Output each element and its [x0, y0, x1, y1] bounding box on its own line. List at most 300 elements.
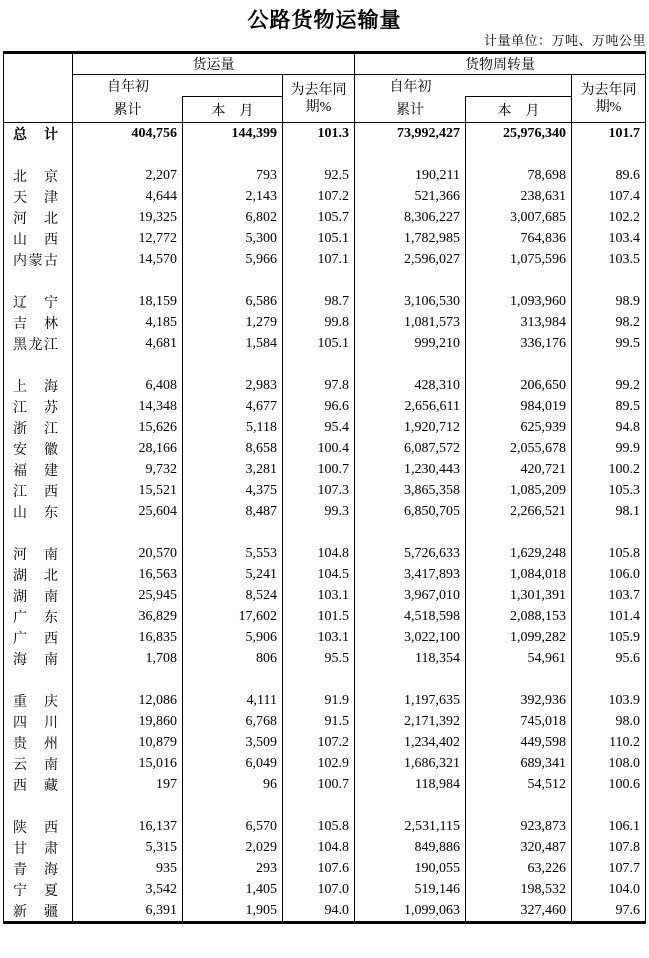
- table-row: [4, 334, 646, 355]
- value-cell: 1,920,712: [355, 418, 466, 439]
- value-cell: [183, 670, 283, 691]
- value-cell: 5,315: [73, 838, 183, 859]
- value-cell: 25,945: [73, 586, 183, 607]
- page-title: 公路货物运输量: [247, 8, 402, 32]
- value-cell: 2,983: [183, 376, 283, 397]
- value-cell: 6,850,705: [355, 502, 466, 523]
- value-cell: 1,405: [183, 880, 283, 901]
- value-cell: 3,281: [183, 460, 283, 481]
- value-cell: 100.7: [283, 460, 355, 481]
- region-cell: [4, 145, 73, 166]
- value-cell: 102.9: [283, 754, 355, 775]
- value-cell: 98.2: [615, 315, 641, 330]
- value-cell: 293: [183, 859, 283, 880]
- value-cell: [355, 145, 466, 166]
- value-cell: 5,241: [183, 565, 283, 586]
- value-cell: 1,230,443: [355, 460, 466, 481]
- value-cell: 25,604: [73, 502, 183, 523]
- value-cell: 18,159: [73, 292, 183, 313]
- region-name: 广西: [13, 632, 58, 647]
- value-cell: 28,166: [73, 439, 183, 460]
- region-name: 山东: [13, 506, 58, 521]
- value-cell: 2,207: [73, 166, 183, 187]
- value-cell: 95.5: [283, 649, 355, 670]
- value-cell: 8,524: [183, 586, 283, 607]
- header-row-groups: [4, 53, 646, 75]
- region-cell: [4, 880, 73, 901]
- region-name: 重庆: [13, 695, 58, 710]
- value-cell: 6,586: [183, 292, 283, 313]
- region-cell: [4, 733, 73, 754]
- region-name: 江苏: [13, 401, 58, 416]
- region-cell: [4, 670, 73, 691]
- value-cell: 104.0: [608, 882, 641, 897]
- unit-note: 计量单位：万吨、万吨公里: [483, 33, 646, 48]
- value-cell: 105.7: [283, 208, 355, 229]
- table-row: [4, 691, 646, 712]
- value-cell: 94.0: [283, 901, 355, 923]
- value-cell: [73, 523, 183, 544]
- value-cell: 1,629,248: [466, 544, 572, 565]
- region-cell: [4, 838, 73, 859]
- value-cell: 313,984: [466, 313, 572, 334]
- region-name: 总计: [13, 127, 58, 143]
- value-cell: [355, 670, 466, 691]
- region-cell: [4, 187, 73, 208]
- value-cell: 107.3: [283, 481, 355, 502]
- table-row: [4, 838, 646, 859]
- value-cell: 107.6: [283, 859, 355, 880]
- table-row: [4, 544, 646, 565]
- value-cell: 5,300: [183, 229, 283, 250]
- value-cell: 1,301,391: [466, 586, 572, 607]
- value-cell: 4,518,598: [355, 607, 466, 628]
- cumulative-header-left: 累计: [73, 97, 183, 123]
- ytd-label: 自年初: [107, 79, 149, 95]
- value-cell: [572, 796, 646, 817]
- value-cell: 107.2: [283, 187, 355, 208]
- value-cell: 105.3: [608, 483, 641, 498]
- value-cell: 5,906: [183, 628, 283, 649]
- table-row: [4, 880, 646, 901]
- total-row: [4, 123, 646, 145]
- value-cell: 103.4: [608, 231, 641, 246]
- spacer-row: [4, 271, 646, 292]
- region-cell: [4, 292, 73, 313]
- corner-cell: [4, 53, 73, 123]
- value-cell: 118,984: [355, 775, 466, 796]
- value-cell: 1,085,209: [466, 481, 572, 502]
- spacer-row: [4, 145, 646, 166]
- region-cell: [4, 313, 73, 334]
- region-cell: [4, 502, 73, 523]
- value-cell: 2,531,115: [355, 817, 466, 838]
- value-cell: 54,961: [466, 649, 572, 670]
- value-cell: [466, 355, 572, 376]
- value-cell: 689,341: [466, 754, 572, 775]
- value-cell: 78,698: [466, 166, 572, 187]
- value-cell: 5,726,633: [355, 544, 466, 565]
- month-header-left: 本 月: [183, 97, 283, 123]
- value-cell: 73,992,427: [355, 123, 466, 145]
- region-name: 北京: [13, 170, 58, 185]
- value-cell: 764,836: [466, 229, 572, 250]
- table-row: [4, 649, 646, 670]
- value-cell: 106.1: [608, 819, 641, 834]
- value-cell: 3,106,530: [355, 292, 466, 313]
- region-name: 广东: [13, 611, 58, 626]
- value-cell: 9,732: [73, 460, 183, 481]
- value-cell: [572, 145, 646, 166]
- value-cell: 105.9: [608, 630, 641, 645]
- value-cell: 103.5: [608, 252, 641, 267]
- value-cell: 97.8: [283, 376, 355, 397]
- value-cell: [183, 355, 283, 376]
- value-cell: 1,782,985: [355, 229, 466, 250]
- value-cell: [355, 355, 466, 376]
- region-name: 黑龙江: [13, 338, 58, 353]
- value-cell: 97.6: [615, 902, 641, 918]
- value-cell: 105.8: [608, 546, 641, 561]
- value-cell: 420,721: [466, 460, 572, 481]
- value-cell: 3,865,358: [355, 481, 466, 502]
- region-cell: [4, 460, 73, 481]
- table-row: [4, 313, 646, 334]
- value-cell: 1,234,402: [355, 733, 466, 754]
- value-cell: 103.9: [608, 693, 641, 708]
- value-cell: [466, 271, 572, 292]
- region-cell: [4, 775, 73, 796]
- region-name: 四川: [13, 716, 58, 731]
- value-cell: 12,086: [73, 691, 183, 712]
- table-row: [4, 166, 646, 187]
- value-cell: [283, 271, 355, 292]
- value-cell: 98.0: [615, 714, 641, 729]
- ytd-header-right: [355, 75, 572, 97]
- region-name: 吉林: [13, 317, 58, 332]
- region-cell: [4, 649, 73, 670]
- value-cell: 15,521: [73, 481, 183, 502]
- value-cell: 6,049: [183, 754, 283, 775]
- value-cell: 107.2: [283, 733, 355, 754]
- value-cell: 107.7: [608, 861, 641, 876]
- value-cell: 16,563: [73, 565, 183, 586]
- region-cell: [4, 166, 73, 187]
- value-cell: 107.0: [283, 880, 355, 901]
- region-cell: [4, 817, 73, 838]
- value-cell: 806: [183, 649, 283, 670]
- region-cell: [4, 397, 73, 418]
- region-cell: [4, 229, 73, 250]
- value-cell: 4,677: [183, 397, 283, 418]
- value-cell: 3,417,893: [355, 565, 466, 586]
- value-cell: 15,016: [73, 754, 183, 775]
- value-cell: [355, 796, 466, 817]
- value-cell: 108.0: [608, 756, 641, 771]
- region-cell: [4, 481, 73, 502]
- value-cell: 2,055,678: [466, 439, 572, 460]
- value-cell: 101.5: [283, 607, 355, 628]
- value-cell: [73, 271, 183, 292]
- yoy-header-right: [572, 75, 646, 123]
- value-cell: 197: [73, 775, 183, 796]
- table-row: [4, 250, 646, 271]
- value-cell: 336,176: [466, 334, 572, 355]
- spacer-row: [4, 355, 646, 376]
- region-cell: [4, 586, 73, 607]
- value-cell: [283, 145, 355, 166]
- table-row: [4, 586, 646, 607]
- region-name: 天津: [13, 191, 58, 206]
- value-cell: 63,226: [466, 859, 572, 880]
- value-cell: 3,022,100: [355, 628, 466, 649]
- value-cell: 4,185: [73, 313, 183, 334]
- value-cell: 2,088,153: [466, 607, 572, 628]
- table-row: [4, 607, 646, 628]
- value-cell: 2,029: [183, 838, 283, 859]
- value-cell: [572, 670, 646, 691]
- value-cell: 16,835: [73, 628, 183, 649]
- region-cell: [4, 439, 73, 460]
- yoy-label-line1: 为去年同: [580, 82, 637, 98]
- value-cell: [73, 355, 183, 376]
- value-cell: 19,860: [73, 712, 183, 733]
- region-cell: [4, 123, 73, 145]
- value-cell: 101.4: [608, 609, 641, 624]
- value-cell: 91.9: [283, 691, 355, 712]
- value-cell: 94.8: [615, 420, 641, 435]
- value-cell: 1,099,063: [355, 901, 466, 923]
- value-cell: 8,658: [183, 439, 283, 460]
- value-cell: [466, 796, 572, 817]
- value-cell: 20,570: [73, 544, 183, 565]
- value-cell: 198,532: [466, 880, 572, 901]
- value-cell: 6,570: [183, 817, 283, 838]
- value-cell: [466, 523, 572, 544]
- value-cell: [355, 271, 466, 292]
- region-cell: [4, 712, 73, 733]
- value-cell: [572, 355, 646, 376]
- region-cell: [4, 271, 73, 292]
- value-cell: 521,366: [355, 187, 466, 208]
- region-name: 安徽: [13, 443, 58, 458]
- table-row: [4, 502, 646, 523]
- value-cell: 5,966: [183, 250, 283, 271]
- ytd-header-left: [73, 75, 283, 97]
- table-row: [4, 376, 646, 397]
- value-cell: [283, 523, 355, 544]
- table-row: [4, 481, 646, 502]
- table-row: [4, 817, 646, 838]
- value-cell: 327,460: [466, 901, 572, 923]
- value-cell: 6,408: [73, 376, 183, 397]
- region-cell: [4, 334, 73, 355]
- value-cell: [73, 670, 183, 691]
- yoy-label-line2: 期%: [305, 99, 332, 115]
- value-cell: 105.1: [283, 334, 355, 355]
- table-row: [4, 229, 646, 250]
- value-cell: 923,873: [466, 817, 572, 838]
- value-cell: 190,055: [355, 859, 466, 880]
- value-cell: 1,099,282: [466, 628, 572, 649]
- region-name: 辽宁: [13, 296, 58, 311]
- region-name: 甘肃: [13, 842, 58, 857]
- table-head: [4, 53, 646, 123]
- table-row: [4, 187, 646, 208]
- value-cell: [73, 796, 183, 817]
- value-cell: 8,306,227: [355, 208, 466, 229]
- value-cell: 106.0: [608, 567, 641, 582]
- value-cell: 2,143: [183, 187, 283, 208]
- value-cell: 144,399: [183, 123, 283, 145]
- value-cell: 99.3: [283, 502, 355, 523]
- value-cell: 103.7: [608, 588, 641, 603]
- header-row-ytd: [4, 75, 646, 97]
- value-cell: 25,976,340: [466, 123, 572, 145]
- value-cell: 404,756: [73, 123, 183, 145]
- region-cell: [4, 628, 73, 649]
- value-cell: [283, 355, 355, 376]
- value-cell: [283, 796, 355, 817]
- region-name: 海南: [13, 653, 58, 668]
- value-cell: 101.7: [608, 125, 641, 141]
- group1-header: 货运量: [73, 53, 355, 75]
- value-cell: 15,626: [73, 418, 183, 439]
- table-row: [4, 859, 646, 880]
- spacer-row: [4, 796, 646, 817]
- value-cell: 96: [183, 775, 283, 796]
- value-cell: 320,487: [466, 838, 572, 859]
- value-cell: 206,650: [466, 376, 572, 397]
- region-name: 贵州: [13, 737, 58, 752]
- value-cell: 10,879: [73, 733, 183, 754]
- table-row: [4, 712, 646, 733]
- value-cell: 935: [73, 859, 183, 880]
- table-row: [4, 901, 646, 923]
- value-cell: [283, 670, 355, 691]
- value-cell: 98.9: [615, 294, 641, 309]
- spacer-row: [4, 670, 646, 691]
- value-cell: 96.6: [283, 397, 355, 418]
- value-cell: 19,325: [73, 208, 183, 229]
- value-cell: 17,602: [183, 607, 283, 628]
- table-row: [4, 775, 646, 796]
- value-cell: 99.5: [615, 336, 641, 351]
- value-cell: 5,553: [183, 544, 283, 565]
- region-cell: [4, 250, 73, 271]
- month-header-right: 本 月: [466, 97, 572, 123]
- value-cell: 519,146: [355, 880, 466, 901]
- table-row: [4, 754, 646, 775]
- region-name: 陕西: [13, 821, 58, 836]
- value-cell: 14,570: [73, 250, 183, 271]
- value-cell: 428,310: [355, 376, 466, 397]
- value-cell: 107.8: [608, 840, 641, 855]
- yoy-label-line1: 为去年同: [290, 82, 347, 98]
- value-cell: 793: [183, 166, 283, 187]
- value-cell: 92.5: [283, 166, 355, 187]
- value-cell: 1,197,635: [355, 691, 466, 712]
- value-cell: 1,093,960: [466, 292, 572, 313]
- region-name: 西藏: [13, 779, 58, 794]
- region-cell: [4, 376, 73, 397]
- yoy-label-line2: 期%: [595, 99, 622, 115]
- table-row: [4, 439, 646, 460]
- region-name: 青海: [13, 863, 58, 878]
- region-cell: [4, 418, 73, 439]
- region-name: 宁夏: [13, 884, 58, 899]
- value-cell: [466, 145, 572, 166]
- value-cell: 104.8: [283, 544, 355, 565]
- table-row: [4, 628, 646, 649]
- value-cell: 99.2: [615, 378, 641, 393]
- value-cell: 745,018: [466, 712, 572, 733]
- value-cell: 118,354: [355, 649, 466, 670]
- value-cell: 4,681: [73, 334, 183, 355]
- region-name: 内蒙古: [13, 254, 58, 269]
- value-cell: [73, 145, 183, 166]
- value-cell: 95.4: [283, 418, 355, 439]
- value-cell: 100.4: [283, 439, 355, 460]
- value-cell: 100.2: [608, 462, 641, 477]
- yoy-header-left: [283, 75, 355, 123]
- table-body: [4, 123, 646, 923]
- value-cell: 2,596,027: [355, 250, 466, 271]
- value-cell: 1,081,573: [355, 313, 466, 334]
- value-cell: 104.5: [283, 565, 355, 586]
- region-cell: [4, 565, 73, 586]
- value-cell: 6,768: [183, 712, 283, 733]
- table-row: [4, 733, 646, 754]
- value-cell: 999,210: [355, 334, 466, 355]
- region-name: 河南: [13, 548, 58, 563]
- value-cell: 392,936: [466, 691, 572, 712]
- value-cell: 2,656,611: [355, 397, 466, 418]
- value-cell: 8,487: [183, 502, 283, 523]
- value-cell: 105.8: [283, 817, 355, 838]
- region-name: 湖北: [13, 569, 58, 584]
- value-cell: [466, 670, 572, 691]
- value-cell: 5,118: [183, 418, 283, 439]
- value-cell: 89.6: [615, 168, 641, 183]
- region-name: 福建: [13, 464, 58, 479]
- value-cell: 100.7: [283, 775, 355, 796]
- region-cell: [4, 901, 73, 923]
- value-cell: 3,509: [183, 733, 283, 754]
- value-cell: 95.6: [615, 651, 641, 666]
- value-cell: 54,512: [466, 775, 572, 796]
- value-cell: 238,631: [466, 187, 572, 208]
- spacer-row: [4, 523, 646, 544]
- value-cell: 91.5: [283, 712, 355, 733]
- value-cell: 2,266,521: [466, 502, 572, 523]
- value-cell: 101.3: [283, 123, 355, 145]
- value-cell: 100.6: [608, 777, 641, 792]
- value-cell: 89.5: [615, 399, 641, 414]
- value-cell: 1,279: [183, 313, 283, 334]
- value-cell: 6,802: [183, 208, 283, 229]
- value-cell: 849,886: [355, 838, 466, 859]
- value-cell: 3,542: [73, 880, 183, 901]
- value-cell: 4,111: [183, 691, 283, 712]
- value-cell: 105.1: [283, 229, 355, 250]
- value-cell: 107.4: [608, 189, 641, 204]
- region-name: 上海: [13, 380, 58, 395]
- value-cell: 104.8: [283, 838, 355, 859]
- value-cell: 2,171,392: [355, 712, 466, 733]
- region-name: 山西: [13, 233, 58, 248]
- value-cell: 1,584: [183, 334, 283, 355]
